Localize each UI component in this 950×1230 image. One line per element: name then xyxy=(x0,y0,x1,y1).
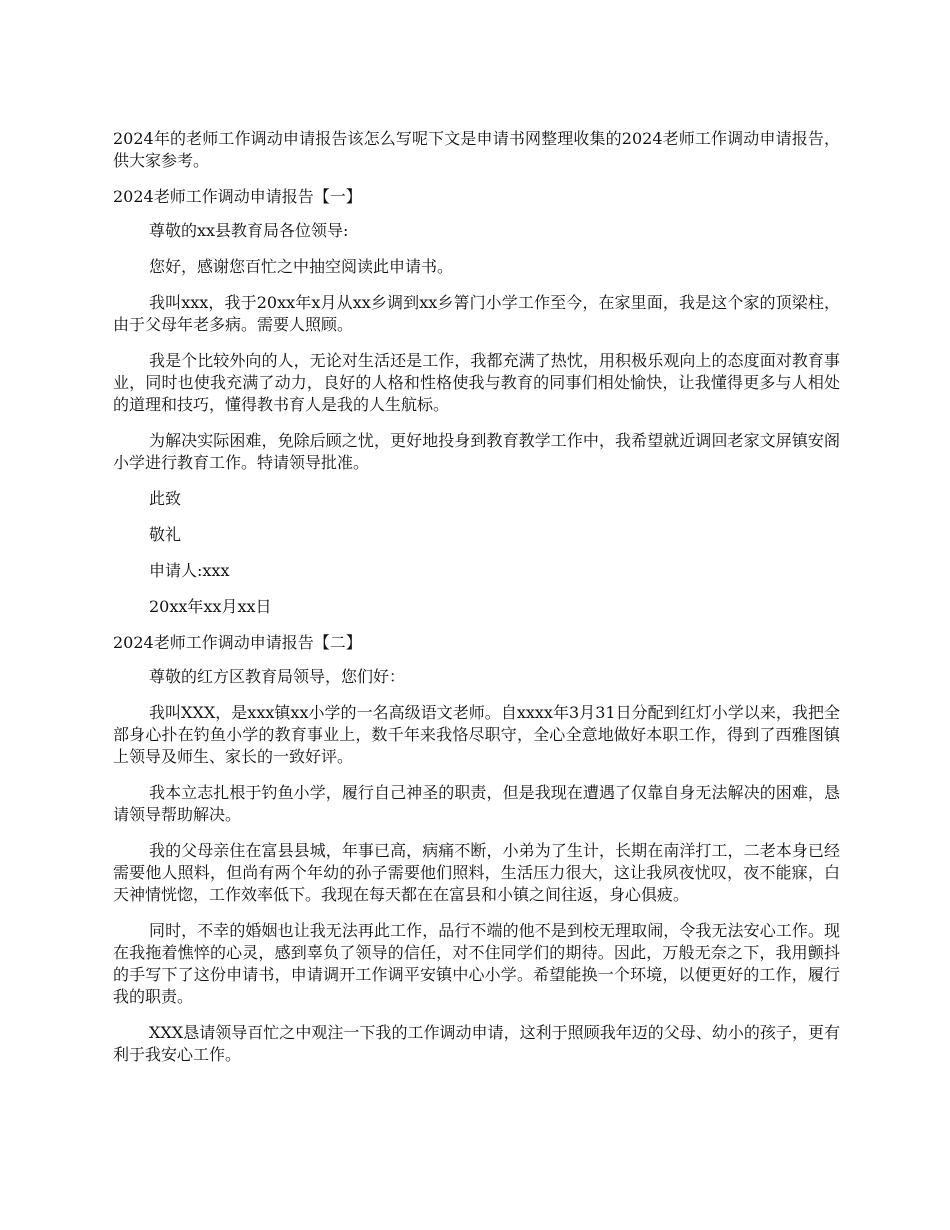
closing-line: 敬礼 xyxy=(149,525,182,544)
greeting: 您好，感谢您百忙之中抽空阅读此申请书。 xyxy=(149,257,454,276)
body-paragraph: 我叫XXX，是xxx镇xx小学的一名高级语文老师。自xxxx年3月31日分配到红灯小学以来，我把全部身心扑在钓鱼小学的教育事业上，数千年来我恪尽职守，全心全意地做好本职工作，得到了西雅图镇上领导及师生、家长的一致好评。 xyxy=(113,703,840,766)
closing-line: 此致 xyxy=(149,489,182,508)
body-paragraph: 我叫xxx，我于20xx年x月从xx乡调到xx乡箐门小学工作至今，在家里面，我是这个家的顶梁柱，由于父母年老多病。需要人照顾。 xyxy=(113,293,840,334)
intro-paragraph: 2024年的老师工作调动申请报告该怎么写呢下文是申请书网整理收集的2024老师工作调动申请报告，供大家参考。 xyxy=(113,129,840,170)
applicant-line: 申请人:xxx xyxy=(149,561,230,580)
body-paragraph: XXX恳请领导百忙之中观注一下我的工作调动申请，这利于照顾我年迈的父母、幼小的孩子，更有利于我安心工作。 xyxy=(113,1023,840,1064)
section-heading-1: 2024老师工作调动申请报告【一】 xyxy=(113,187,362,206)
body-paragraph: 我本立志扎根于钓鱼小学，履行自己神圣的职责，但是我现在遭遇了仅靠自身无法解决的困难，恳请领导帮助解决。 xyxy=(113,783,840,824)
body-paragraph: 我是个比较外向的人，无论对生活还是工作，我都充满了热忱，用积极乐观向上的态度面对教育事业，同时也使我充满了动力，良好的人格和性格使我与教育的同事们相处愉快，让我懂得更多与人相处的道理和技巧，懂得教书育人是我的人生航标。 xyxy=(113,351,840,414)
salutation: 尊敬的红方区教育局领导，您们好： xyxy=(149,667,406,686)
section-heading-2: 2024老师工作调动申请报告【二】 xyxy=(113,633,362,652)
document-page xyxy=(113,128,840,1080)
body-paragraph: 我的父母亲住在富县县城，年事已高，病痛不断，小弟为了生计，长期在南洋打工，二老本身已经需要他人照料，但尚有两个年幼的孙子需要他们照料，生活压力很大，这让我夙夜忧叹，夜不能寐，白天神情恍惚，工作效率低下。我现在每天都在在富县和小镇之间往返，身心俱疲。 xyxy=(113,841,840,904)
date-line: 20xx年xx月xx日 xyxy=(149,597,272,616)
body-paragraph: 同时，不幸的婚姻也让我无法再此工作，品行不端的他不是到校无理取闹，令我无法安心工作。现在我拖着憔悴的心灵，感到辜负了领导的信任，对不住同学们的期待。因此，万般无奈之下，我用颤抖的手写下了这份申请书，申请调开工作调平安镇中心小学。希望能换一个环境，以便更好的工作，履行我的职责。 xyxy=(113,921,840,1006)
salutation: 尊敬的xx县教育局各位领导: xyxy=(149,221,349,240)
body-paragraph: 为解决实际困难，免除后顾之忧，更好地投身到教育教学工作中，我希望就近调回老家文屏镇安阁小学进行教育工作。特请领导批准。 xyxy=(113,431,840,472)
